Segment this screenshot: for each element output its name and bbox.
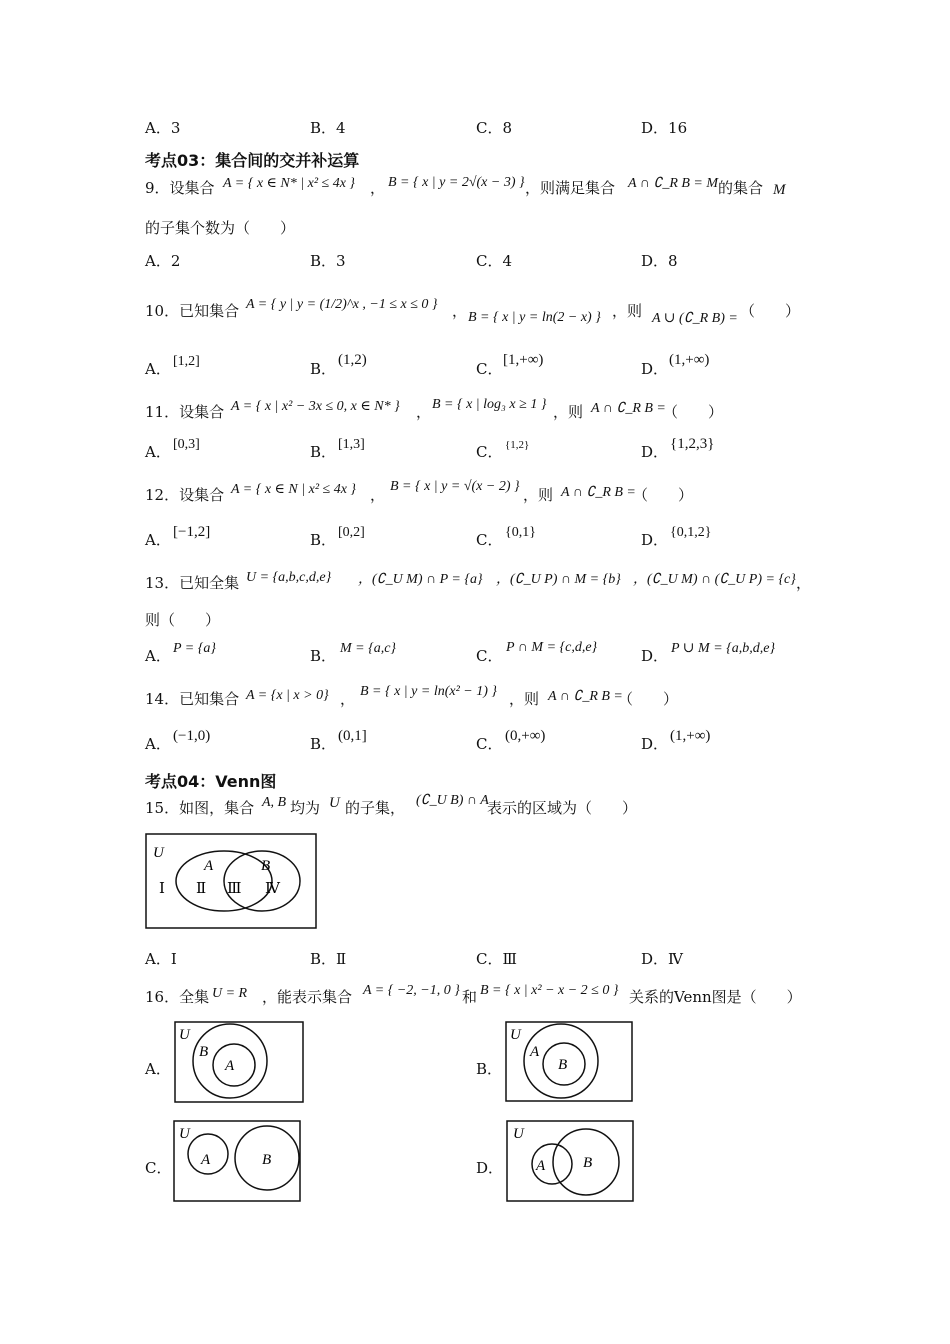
q13-line2: 则（ ） xyxy=(145,611,221,629)
q10-option-b-label: B． xyxy=(310,360,337,378)
q10-option-a-label: A． xyxy=(145,360,171,378)
q10-option-d: (1,+∞) xyxy=(669,352,710,368)
label-b: B xyxy=(262,1152,272,1168)
q10-comma: ， xyxy=(452,302,468,320)
q14-option-d: (1,+∞) xyxy=(670,728,711,744)
q16-universe: U = R xyxy=(212,986,248,1001)
q14-option-d-label: D． xyxy=(641,735,669,753)
q10-expr: A ∪ (∁_R B) = xyxy=(652,311,738,326)
q15-option-a: A．Ⅰ xyxy=(145,950,177,968)
q9-lead: 9．设集合 xyxy=(145,179,215,197)
label-u: U xyxy=(513,1126,524,1142)
q13-option-b: M = {a,c} xyxy=(340,641,397,656)
q14-comma: ， xyxy=(340,690,356,708)
venn-region-4: Ⅳ xyxy=(265,881,280,897)
q9-option-c: C．4 xyxy=(476,252,513,270)
q16-figure-c xyxy=(173,1120,301,1202)
q15-tail: 表示的区域为（ ） xyxy=(487,799,638,817)
q12-set-b: B = { x | y = √(x − 2) } xyxy=(390,479,520,494)
q16-tail: 关系的Venn图是（ ） xyxy=(629,988,802,1006)
section-heading-04: 考点04：Venn图 xyxy=(145,772,277,791)
q9-tail: 的集合 xyxy=(718,179,764,197)
q12-option-d: {0,1,2} xyxy=(670,525,712,540)
q10-paren: （ ） xyxy=(740,302,801,320)
q16-option-a-label: A． xyxy=(145,1060,171,1078)
q11-paren: （ ） xyxy=(663,403,724,421)
q14-set-b: B = { x | y = ln(x² − 1) } xyxy=(360,684,497,699)
q12-option-b-label: B． xyxy=(310,531,337,549)
q16-set-b: B = { x | x² − x − 2 ≤ 0 } xyxy=(480,983,619,998)
q9-option-d: D．8 xyxy=(641,252,678,270)
q11-set-b: B = { x | log₃ x ≥ 1 } xyxy=(432,397,547,412)
universe-box xyxy=(506,1022,632,1101)
q12-expr: A ∩ ∁_R B = xyxy=(561,485,636,500)
q12-option-b: [0,2] xyxy=(338,525,365,540)
q15-venn-figure xyxy=(145,833,317,929)
venn-region-1: Ⅰ xyxy=(159,881,165,897)
q13-lead: 13．已知全集 xyxy=(145,574,240,592)
q14-then: ，则 xyxy=(509,690,540,708)
q12-set-a: A = { x ∈ N | x² ≤ 4x } xyxy=(231,482,357,497)
q14-paren: （ ） xyxy=(618,690,679,708)
q11-option-d: {1,2,3} xyxy=(670,436,715,452)
q13-cond-3: ，(∁_U M) ∩ (∁_U P) = {c} xyxy=(633,572,796,587)
label-b: B xyxy=(199,1044,209,1060)
q9-expr: A ∩ ∁_R B = M xyxy=(628,176,719,191)
label-a: A xyxy=(536,1158,546,1174)
q12-option-c-label: C． xyxy=(476,531,503,549)
q14-option-a: (−1,0) xyxy=(173,728,211,744)
q16-set-a: A = { −2, −1, 0 } xyxy=(363,983,460,998)
q11-option-c-label: C． xyxy=(476,443,503,461)
q13-set-u: U = {a,b,c,d,e} xyxy=(246,570,332,585)
q9-sep: ， xyxy=(370,179,386,197)
q10-set-b: B = { x | y = ln(2 − x) } xyxy=(468,310,601,325)
label-u: U xyxy=(179,1126,190,1142)
q16-option-d-label: D． xyxy=(476,1159,504,1177)
venn-label-u: U xyxy=(153,845,164,861)
q11-set-a: A = { x | x² − 3x ≤ 0, x ∈ N* } xyxy=(231,399,400,414)
q11-then: ，则 xyxy=(553,403,584,421)
q13-end: ， xyxy=(796,574,812,592)
q15-option-c: C．Ⅲ xyxy=(476,950,517,968)
option-d: D．16 xyxy=(641,119,688,137)
q16-lead: 16．全集 xyxy=(145,988,210,1006)
q13-cond-1: ，(∁_U M) ∩ P = {a} xyxy=(358,572,483,587)
q12-option-d-label: D． xyxy=(641,531,669,549)
option-a: A．3 xyxy=(145,119,181,137)
q12-lead: 12．设集合 xyxy=(145,486,225,504)
q12-option-c: {0,1} xyxy=(505,525,536,540)
q11-option-b-label: B． xyxy=(310,443,337,461)
q16-figure-a xyxy=(174,1021,304,1103)
q13-option-d-label: D． xyxy=(641,647,669,665)
q14-option-a-label: A． xyxy=(145,735,171,753)
q9-then: ，则满足集合 xyxy=(525,179,616,197)
q12-paren: （ ） xyxy=(633,486,694,504)
q13-cond-2: ，(∁_U P) ∩ M = {b} xyxy=(496,572,621,587)
q14-option-c: (0,+∞) xyxy=(505,728,546,744)
q15-option-b: B．Ⅱ xyxy=(310,950,347,968)
venn-label-b: B xyxy=(261,858,271,874)
q12-option-a-label: A． xyxy=(145,531,171,549)
venn-label-a: A xyxy=(204,858,214,874)
q10-option-c-label: C． xyxy=(476,360,503,378)
q16-figure-d xyxy=(506,1120,634,1202)
q16-and: 和 xyxy=(462,988,478,1006)
q15-expr: (∁_U B) ∩ A xyxy=(416,793,489,808)
label-a: A xyxy=(225,1058,235,1074)
q16-option-c-label: C． xyxy=(145,1159,172,1177)
q15-option-d: D．Ⅳ xyxy=(641,950,684,968)
q11-option-c: {1,2} xyxy=(505,439,530,451)
q14-set-a: A = {x | x > 0} xyxy=(246,688,329,703)
q11-expr: A ∩ ∁_R B = xyxy=(591,401,666,416)
q10-lead: 10．已知集合 xyxy=(145,302,240,320)
q9-option-a: A．2 xyxy=(145,252,181,270)
section-heading-03: 考点03：集合间的交并补运算 xyxy=(145,151,360,170)
q10-option-d-label: D． xyxy=(641,360,669,378)
q14-option-c-label: C． xyxy=(476,735,503,753)
q15-u: U xyxy=(329,795,340,811)
q11-option-a: [0,3] xyxy=(173,437,200,452)
q14-option-b: (0,1] xyxy=(338,728,367,744)
q13-option-c: P ∩ M = {c,d,e} xyxy=(506,640,598,655)
label-u: U xyxy=(179,1027,190,1043)
q16-option-b-label: B． xyxy=(476,1060,503,1078)
q9-line2: 的子集个数为（ ） xyxy=(145,219,296,237)
universe-box xyxy=(175,1022,303,1102)
q16-mid: ，能表示集合 xyxy=(262,988,353,1006)
q11-lead: 11．设集合 xyxy=(145,403,225,421)
q15-mid2: 的子集， xyxy=(345,799,406,817)
q15-ab: A, B xyxy=(262,795,287,810)
q9-option-b: B．3 xyxy=(310,252,346,270)
q13-option-c-label: C． xyxy=(476,647,503,665)
q11-option-d-label: D． xyxy=(641,443,669,461)
q10-then: ，则 xyxy=(612,302,643,320)
q15-mid: 均为 xyxy=(290,799,321,817)
q13-option-a-label: A． xyxy=(145,647,171,665)
q14-expr: A ∩ ∁_R B = xyxy=(548,689,623,704)
q12-then: ，则 xyxy=(523,486,554,504)
q9-m: M xyxy=(773,182,786,198)
q11-option-a-label: A． xyxy=(145,443,171,461)
q13-option-d: P ∪ M = {a,b,d,e} xyxy=(671,641,776,656)
q10-option-c: [1,+∞) xyxy=(503,352,544,368)
q10-set-a: A = { y | y = (1/2)^x , −1 ≤ x ≤ 0 } xyxy=(246,297,438,312)
option-c: C．8 xyxy=(476,119,513,137)
venn-region-3: Ⅲ xyxy=(227,881,242,897)
q16-figure-b xyxy=(505,1021,633,1102)
label-a: A xyxy=(201,1152,211,1168)
q12-comma: ， xyxy=(370,486,386,504)
label-a: A xyxy=(530,1044,540,1060)
venn-region-2: Ⅱ xyxy=(196,881,207,897)
label-u: U xyxy=(510,1027,521,1043)
q15-lead: 15．如图，集合 xyxy=(145,799,255,817)
label-b: B xyxy=(583,1155,593,1171)
q10-option-a: [1,2] xyxy=(173,354,200,369)
q13-option-b-label: B． xyxy=(310,647,337,665)
q9-set-a: A = { x ∈ N* | x² ≤ 4x } xyxy=(223,176,356,191)
q9-set-b: B = { x | y = 2√(x − 3) } xyxy=(388,175,525,190)
q14-option-b-label: B． xyxy=(310,735,337,753)
option-b: B．4 xyxy=(310,119,346,137)
q11-comma: ， xyxy=(416,403,432,421)
q14-lead: 14．已知集合 xyxy=(145,690,240,708)
label-b: B xyxy=(558,1057,568,1073)
q10-option-b: (1,2) xyxy=(338,352,367,368)
universe-box xyxy=(174,1121,300,1201)
q11-option-b: [1,3] xyxy=(338,437,365,452)
q12-option-a: [−1,2] xyxy=(173,524,211,540)
q13-option-a: P = {a} xyxy=(173,641,216,656)
